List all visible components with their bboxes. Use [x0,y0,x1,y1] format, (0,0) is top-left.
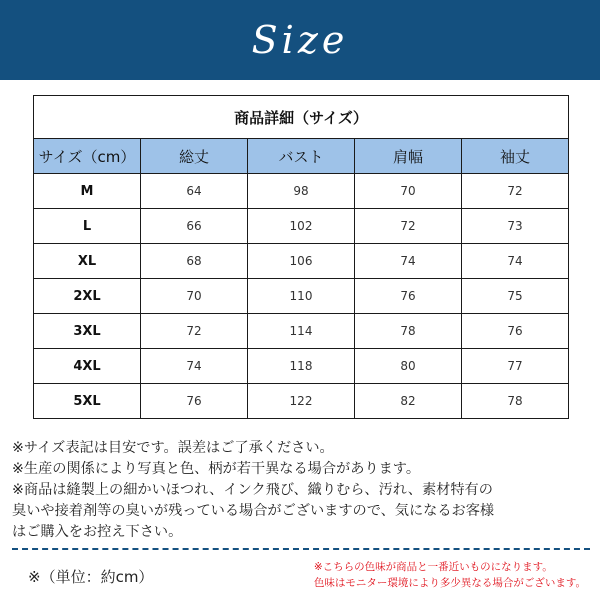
color-note-line: 色味はモニター環境により多少異なる場合がございます。 [313,577,586,589]
banner-title: Size [251,18,349,62]
table-caption: 商品詳細（サイズ） [34,96,569,139]
table-cell: 72 [141,314,248,349]
table-cell: 72 [355,209,462,244]
size-cell: 3XL [34,314,141,349]
notes-block [12,438,592,543]
table-cell: 78 [355,314,462,349]
size-cell: XL [34,244,141,279]
note-line: はご購入をお控え下さい。 [12,524,183,540]
note-line: ※商品は縫製上の細かいほつれ、インク飛び、織りむら、汚れ、素材特有の [12,482,493,498]
table-cell: 80 [355,349,462,384]
table-cell: 64 [141,174,248,209]
size-banner [0,0,600,80]
table-cell: 76 [462,314,569,349]
size-cell: M [34,174,141,209]
header-shoulder-width: 肩幅 [355,139,462,174]
table-header-row [34,139,569,174]
size-cell: L [34,209,141,244]
table-cell: 106 [248,244,355,279]
table-cell: 68 [141,244,248,279]
table-cell: 114 [248,314,355,349]
table-row [34,349,569,384]
table-cell: 118 [248,349,355,384]
size-cell: 5XL [34,384,141,419]
table-cell: 98 [248,174,355,209]
table-cell: 77 [462,349,569,384]
dashed-divider [12,548,590,550]
table-row [34,174,569,209]
table-cell: 82 [355,384,462,419]
table-cell: 78 [462,384,569,419]
header-bust: バスト [248,139,355,174]
table-row [34,279,569,314]
table-caption-row [34,96,569,139]
color-disclaimer [314,559,586,591]
size-table-container [33,95,569,419]
unit-note: ※（単位：約cm） [28,568,154,586]
table-cell: 76 [141,384,248,419]
table-cell: 122 [248,384,355,419]
table-cell: 74 [355,244,462,279]
header-total-length: 総丈 [141,139,248,174]
table-cell: 73 [462,209,569,244]
size-cell: 4XL [34,349,141,384]
header-size: サイズ（cm） [34,139,141,174]
header-sleeve-length: 袖丈 [462,139,569,174]
size-table [33,95,569,419]
color-note-line: ※こちらの色味が商品と一番近いものになります。 [313,561,553,573]
table-cell: 75 [462,279,569,314]
table-cell: 76 [355,279,462,314]
table-row [34,209,569,244]
size-cell: 2XL [34,279,141,314]
note-line: ※サイズ表記は目安です。誤差はご了承ください。 [12,440,334,456]
table-cell: 110 [248,279,355,314]
table-cell: 70 [141,279,248,314]
table-row [34,244,569,279]
table-row [34,384,569,419]
table-cell: 66 [141,209,248,244]
table-cell: 102 [248,209,355,244]
note-line: ※生産の関係により写真と色、柄が若干異なる場合があります。 [12,461,421,477]
table-row [34,314,569,349]
table-cell: 74 [462,244,569,279]
table-cell: 74 [141,349,248,384]
table-cell: 70 [355,174,462,209]
note-line: 臭いや接着剤等の臭いが残っている場合がございますので、気になるお客様 [12,503,495,519]
table-cell: 72 [462,174,569,209]
